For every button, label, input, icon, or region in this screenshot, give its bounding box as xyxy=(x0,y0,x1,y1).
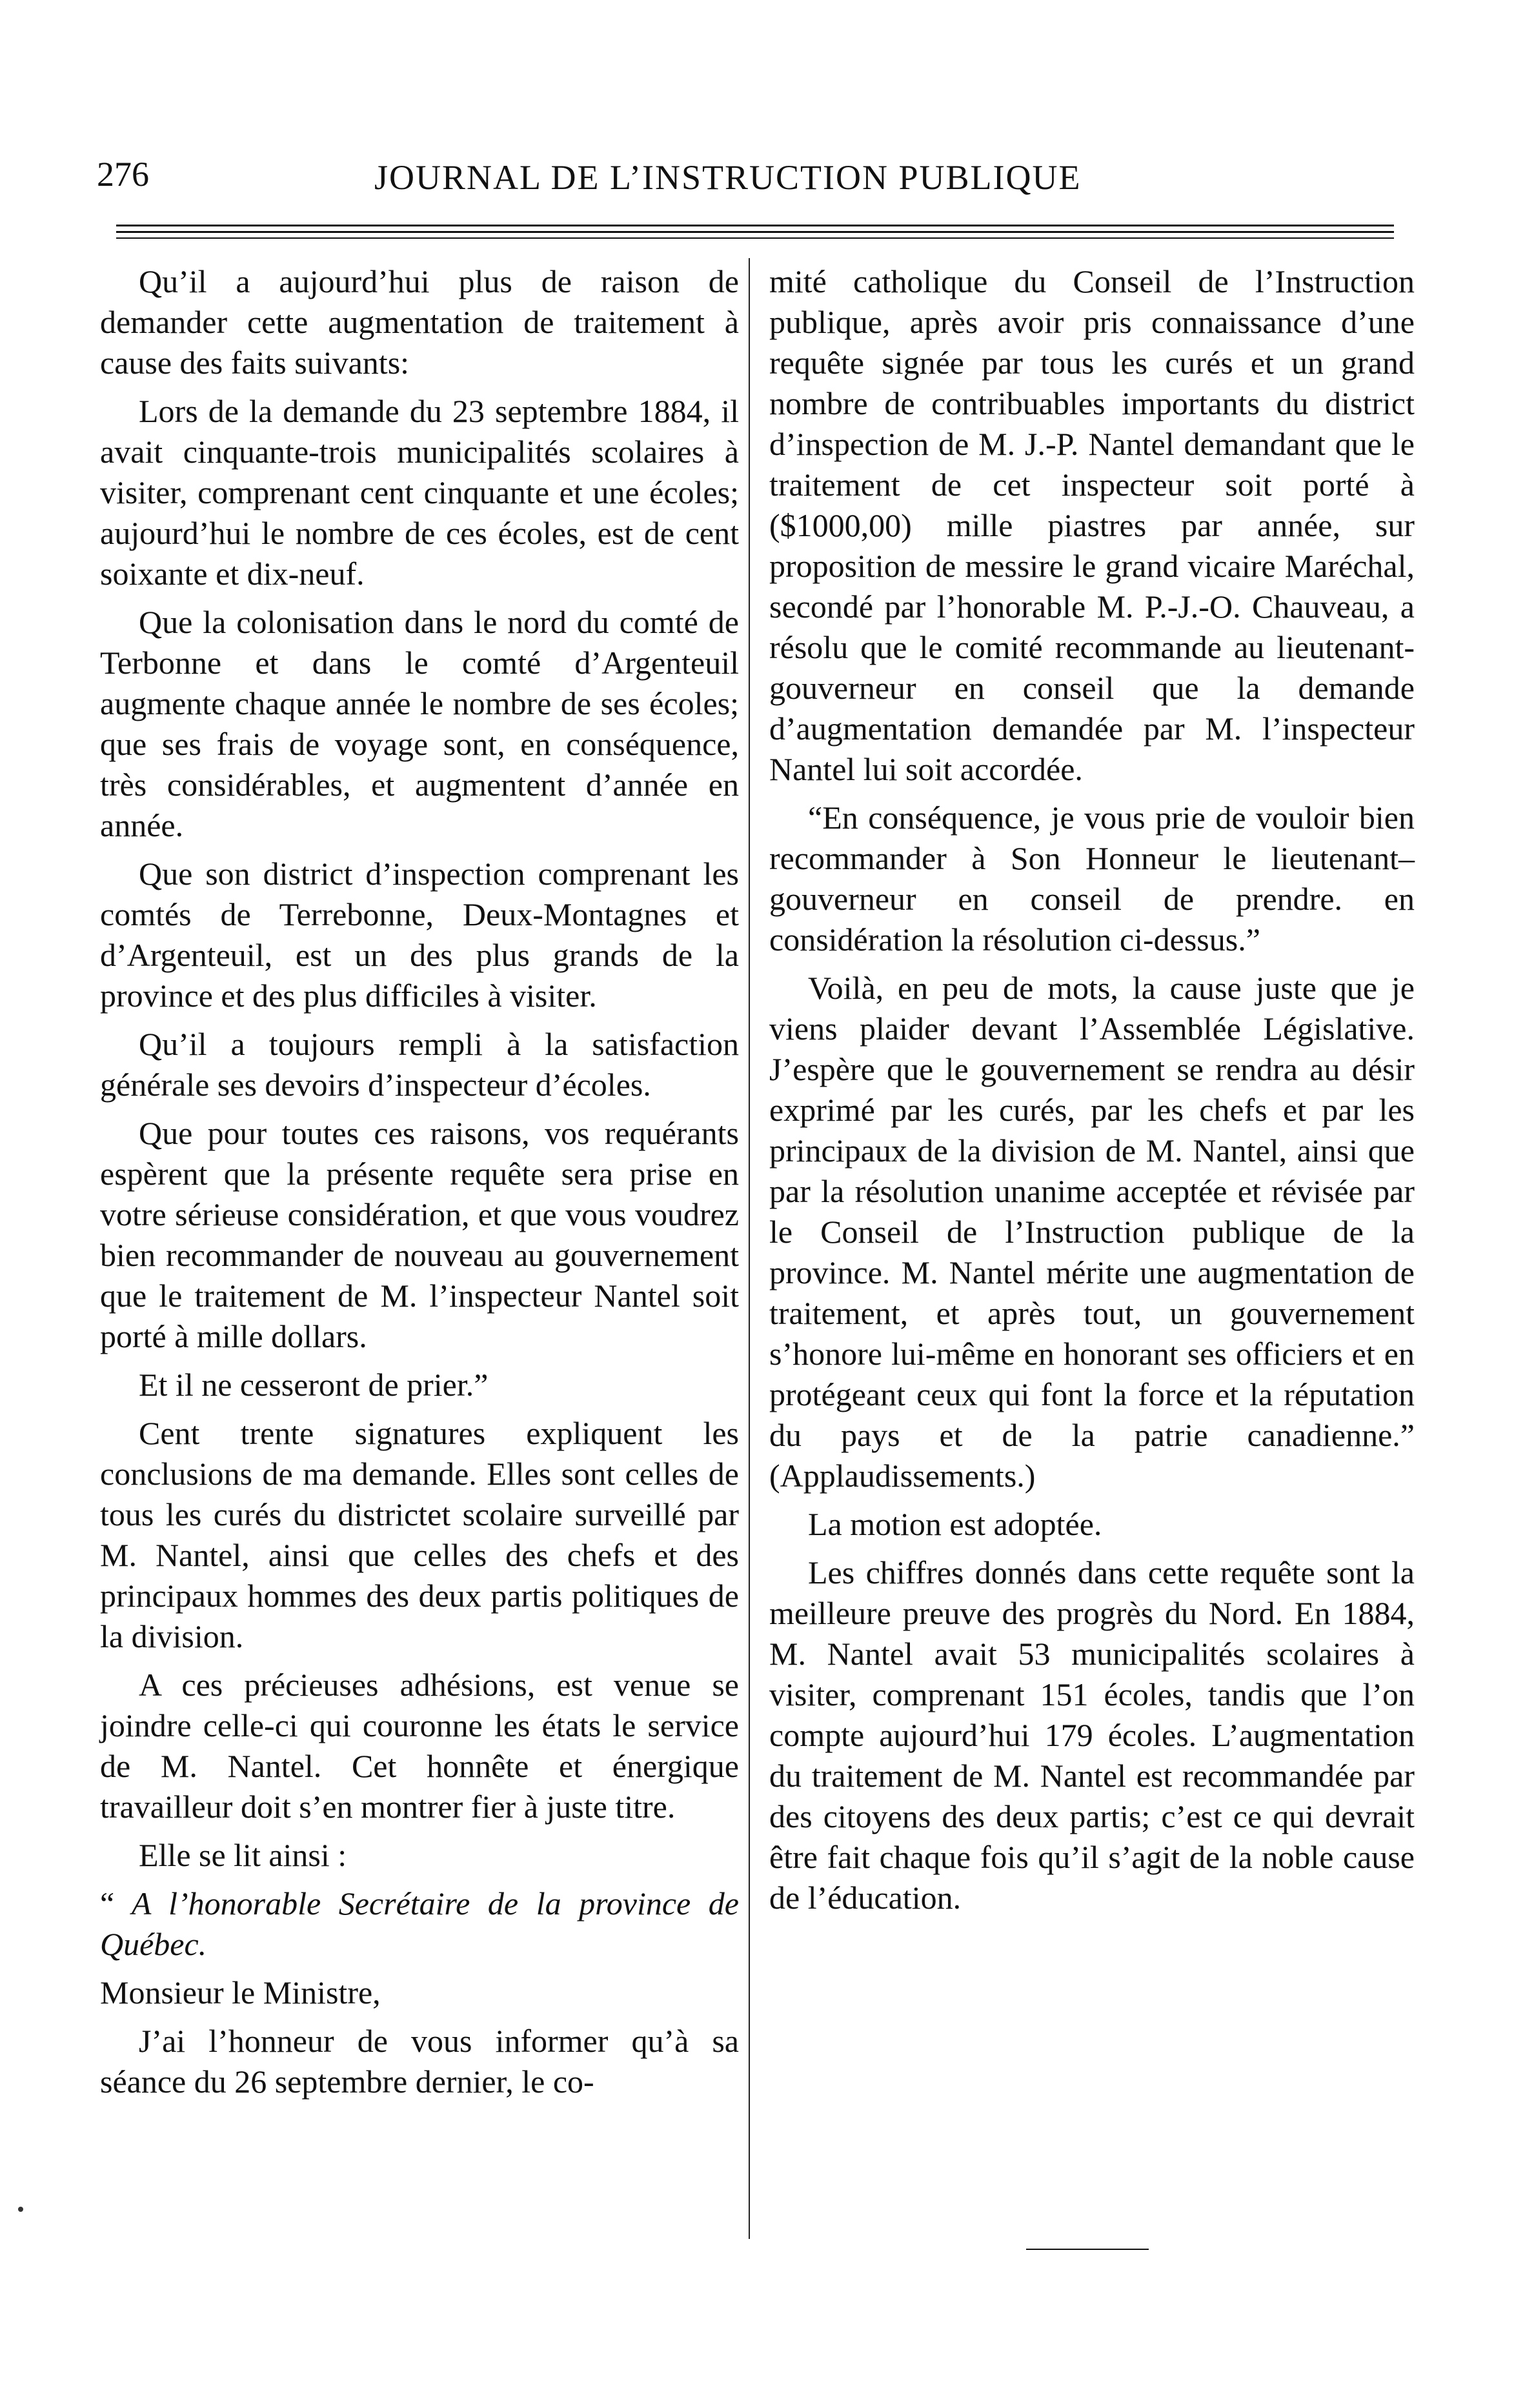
paragraph: Lors de la demande du 23 septembre 1884, il avait cinquante-trois municipalités scolaires à visiter, comprenant cent cinquante et une écoles; aujourd’hui le nombre de ces écoles, est de cent soixante et dix-neuf. xyxy=(100,393,739,592)
paragraph: Que la colonisation dans le nord du comté de Terbonne et dans le comté d’Argenteuil augmente chaque année le nombre de ses écoles; que ses frais de voyage sont, en conséquence, très considérables, et augmentent d’année en année. xyxy=(100,604,739,843)
paragraph: Que pour toutes ces raisons, vos requérants espèrent que la présente requête sera prise en votre sérieuse considération, et que vous voudrez bien recommander de nouveau au gouvernement que le traitement de M. l’inspecteur Nantel soit porté à mille dollars. xyxy=(100,1115,739,1354)
paragraph: Qu’il a aujourd’hui plus de raison de demander cette augmentation de traitement à cause des faits suivants: xyxy=(100,263,739,381)
page-header xyxy=(0,0,1514,213)
left-column xyxy=(100,261,739,2110)
header-rule xyxy=(116,231,1394,233)
paragraph: Et il ne cesseront de prier.” xyxy=(139,1367,489,1403)
paragraph: Voilà, en peu de mots, la cause juste que je viens plaider devant l’Assemblée Législative. J’espère que le gouvernement se rendra au désir exprimé par les curés, par les chefs et par les principaux de la division de M. Nantel, ainsi que par la résolution unanime acceptée et révisée par le Conseil de l’Instruction publique de la province. M. Nantel mérite une augmentation de traitement, et après tout, un gouvernement s’honore lui-même en honorant ses officiers et en protégeant ceux qui font la force et la réputation du pays et de la patrie canadienne.” (Applaudissements.) xyxy=(769,970,1415,1494)
paragraph: Les chiffres donnés dans cette requête sont la meilleure preuve des progrès du Nord. En 1884, M. Nantel avait 53 municipalités scolaires à visiter, comprenant 151 écoles, tandis que l’on compte aujourd’hui 179 écoles. L’augmentation du traitement de M. Nantel est recommandée par des citoyens des deux partis; c’est ce qui devrait être fait chaque fois qu’il s’agit de la noble cause de l’éducation. xyxy=(769,1554,1415,1916)
paragraph: Qu’il a toujours rempli à la satisfaction générale ses devoirs d’inspecteur d’écoles. xyxy=(100,1026,739,1103)
paragraph: mité catholique du Conseil de l’Instruction publique, après avoir pris connaissance d’une requête signée par tous les curés et un grand nombre de contribuables importants du district d’inspection de M. J.-P. Nantel demandant que le traitement de cet inspecteur soit porté à ($1000,00) mille piastres par année, sur proposition de messire le grand vicaire Maréchal, secondé par l’honorable M. P.-J.-O. Chauveau, a résolu que le comité recommande au lieutenant-gouverneur en conseil que la demande d’augmentation demandée par M. l’inspecteur Nantel lui soit accordée. xyxy=(769,263,1415,787)
header-rule xyxy=(116,237,1394,239)
address-text: A l’honorable Secrétaire de la province de Québec. xyxy=(100,1885,739,1962)
margin-mark xyxy=(18,2207,23,2212)
salutation: Monsieur le Ministre, xyxy=(100,1974,381,2011)
paragraph: Que son district d’inspection comprenant les comtés de Terrebonne, Deux-Montagnes et d’Argenteuil, est un des plus grands de la province et des plus difficiles à visiter. xyxy=(100,856,739,1014)
letter-address xyxy=(100,1883,739,1965)
paragraph: A ces précieuses adhésions, est venue se joindre celle-ci qui couronne les états le service de M. Nantel. Cet honnête et énergique travailleur doit s’en montrer fier à juste titre. xyxy=(100,1667,739,1825)
header-rule xyxy=(116,225,1394,226)
paragraph: “En conséquence, je vous prie de vouloir bien recommander à Son Honneur le lieutenant–gouverneur en conseil de prendre. en considération la résolution ci-dessus.” xyxy=(769,799,1415,958)
page-number: 276 xyxy=(97,155,149,194)
paragraph: Cent trente signatures expliquent les conclusions de ma demande. Elles sont celles de tous les curés du districtet scolaire surveillé par M. Nantel, ainsi que celles des chefs et des principaux hommes des deux partis politiques de la division. xyxy=(100,1415,739,1654)
right-column xyxy=(769,261,1415,1926)
paragraph: J’ai l’honneur de vous informer qu’à sa séance du 26 septembre dernier, le co- xyxy=(100,2023,739,2100)
paragraph: La motion est adoptée. xyxy=(808,1506,1102,1542)
column-divider xyxy=(749,258,750,2239)
end-rule xyxy=(1026,2249,1149,2250)
quote-mark: “ xyxy=(100,1885,115,1921)
journal-title: JOURNAL DE L’INSTRUCTION PUBLIQUE xyxy=(374,158,1082,197)
paragraph: Elle se lit ainsi : xyxy=(139,1837,347,1873)
